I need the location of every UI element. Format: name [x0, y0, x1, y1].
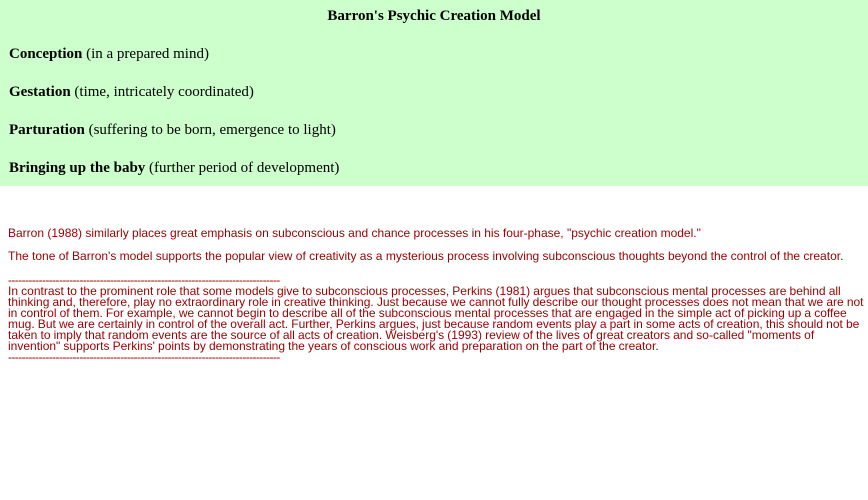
- phase-gestation: [0, 83, 868, 102]
- phase-description: (in a prepared mind): [82, 46, 209, 62]
- divider-bottom: --------------------------------------------------------------------------------: [8, 352, 280, 363]
- tone-paragraph: The tone of Barron's model supports the popular view of creativity as a mysterious process involving subconscious thoughts beyond the control of the creator.: [8, 249, 844, 263]
- perkins-block: [8, 275, 868, 363]
- perkins-paragraph: In contrast to the prominent role that some models give to subconscious processes, Perkins (1981) argues that subconscious mental processes are behind all thinking and, therefore, play no extraordinary role in creative thinking. Just because we cannot fully describe our thought processes does not mean that we are not in control of them. For example, we cannot begin to describe all of the subconscious mental processes that are engaged in the simple act of picking up a coffee mug. But we are certainly in control of the overall act. Further, Perkins argues, just because random events play a part in some acts of creation, this should not be taken to imply that random events are the source of all acts of creation. Weisberg's (1993) review of the lives of great creators and so-called "moments of invention" supports Perkins' points by demonstrating the years of conscious work and preparation on the part of the creator.: [8, 284, 864, 353]
- model-title: Barron's Psychic Creation Model: [327, 8, 541, 24]
- phase-bringing-up-the-baby: [0, 159, 868, 178]
- phase-parturation: [0, 121, 868, 140]
- phase-description: (time, intricately coordinated): [70, 84, 254, 100]
- phase-conception: [0, 45, 868, 64]
- intro-paragraph: Barron (1988) similarly places great emphasis on subconscious and chance processes in his four-phase, "psychic creation model.": [8, 226, 701, 240]
- divider-top: --------------------------------------------------------------------------------: [8, 275, 280, 286]
- phase-description: (suffering to be born, emergence to light): [84, 122, 336, 138]
- phase-term: Conception: [9, 46, 83, 62]
- phase-term: Bringing up the baby: [9, 160, 146, 176]
- phase-term: Gestation: [9, 84, 71, 100]
- model-panel: [0, 0, 868, 186]
- phase-description: (further period of development): [145, 160, 340, 176]
- phase-term: Parturation: [9, 122, 85, 138]
